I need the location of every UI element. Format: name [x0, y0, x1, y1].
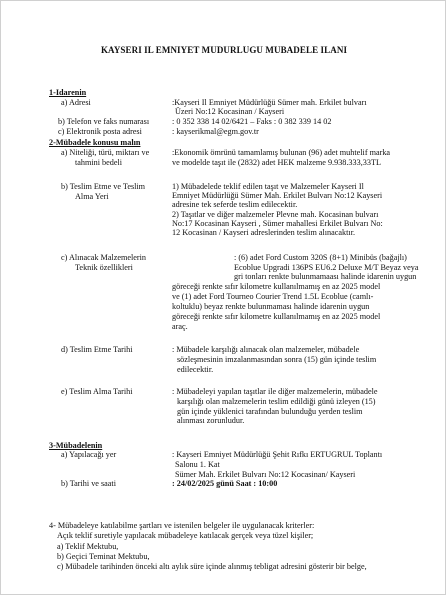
receipt-date-value-line-4: alınması zorunludur.	[177, 416, 245, 425]
delivery-place-value-line-6: 12 Kocasinan / Kayseri adreslerinden teslim alınacaktır.	[172, 228, 356, 237]
tech-spec-value-line-7: göreceği renkte sıfır kilometre kullanılmamış en az 2025 model	[172, 312, 381, 321]
section-1-heading: 1-Idarenin	[49, 88, 87, 97]
receipt-date-value-line-1: : Mübadeleyi yapılan taşıtlar ile diğer malzemelerin, mübadele	[172, 387, 378, 396]
tech-spec-value-line-8: araç.	[172, 322, 188, 331]
delivery-date-value-line-3: edilecektir.	[177, 365, 214, 374]
tech-spec-value-line-3: gri tonları renkte bulunmamaası halinde idarenin uygun	[234, 272, 417, 281]
delivery-date-label: d) Teslim Etme Tarihi	[61, 345, 133, 354]
delivery-place-value-line-4: 2) Taşıtlar ve diğer malzemeler Plevne mah. Kocasinan bulvarı	[172, 210, 379, 219]
date-time-label: b) Tarihi ve saati	[61, 479, 116, 488]
requirement-c: c) Mübadele tarihinden önceki altı aylık süre içinde alınmış tebligat adresini gösterir bir belge,	[57, 562, 367, 571]
venue-label: a) Yapılacağı yer	[61, 450, 117, 459]
tech-spec-value-line-5: ve (1) adet Ford Tourneo Courier Trend 1.5L Ecoblue (camlı-	[172, 292, 374, 301]
email-value: : kayserikmal@egm.gov.tr	[172, 127, 259, 136]
email-label: c) Elektronik posta adresi	[58, 127, 142, 136]
venue-value-line-1: : Kayseri Emniyet Müdürlüğü Şehit Rıfkı ERTUGRUL Toplantı	[172, 450, 383, 459]
receipt-date-value-line-2: karşılığı olan malzemelerin teslim edildiği günü izleyen (15)	[177, 397, 376, 406]
delivery-place-value-line-3: adresine tek seferde teslim edilecektir.	[172, 200, 298, 209]
delivery-date-value-line-1: : Mübadele karşılığı alınacak olan malzemeler, mübadele	[172, 345, 360, 354]
venue-value-line-3: Sümer Mah. Erkilet Bulvarı No:12 Kocasinan/ Kayseri	[175, 470, 356, 479]
phone-label: b) Telefon ve faks numarası	[58, 117, 150, 126]
delivery-date-value-line-2: sözleşmesinin imzalanmasından sonra (15) gün içinde teslim	[177, 355, 377, 364]
delivery-place-label-line-1: b) Teslim Etme ve Teslim	[61, 182, 146, 191]
section-2-heading: 2-Mübadele konusu malın	[49, 138, 141, 147]
nature-value-line-1: :Ekonomik ömrünü tamamlamış bulunan (96) adet muhtelif marka	[172, 148, 391, 157]
delivery-place-value-line-2: Emniyet Müdürlüğü Sümer Mah. Erkilet Bulvarı No:12 Kayseri	[172, 191, 383, 200]
date-time-value: : 24/02/2025 günü Saat : 10:00	[172, 479, 278, 488]
section-4-heading: 4- Mübadeleye katılabilme şartları ve istenilen belgeler ile uygulanacak kriterler:	[49, 521, 315, 530]
tech-spec-label-line-1: c) Alınacak Malzemelerin	[61, 253, 147, 262]
address-value-line-1: :Kayseri Il Emniyet Müdürlüğü Sümer mah. Erkilet bulvarı	[172, 98, 367, 107]
tech-spec-value-line-2: Ecoblue Upgradi 136PS EU6.2 Deluxe M/T Beyaz veya	[234, 263, 419, 272]
tech-spec-value-line-6: koltuklu) beyaz renkte bulunmaması halinde idarenin uygun	[172, 302, 370, 311]
tech-spec-label-line-2: Teknik özellikleri	[75, 263, 133, 272]
document-title: KAYSERI IL EMNIYET MUDURLUGU MUBADELE ILANI	[100, 45, 348, 55]
section-3-heading: 3-Mübadelenin	[49, 441, 103, 450]
delivery-place-value-line-1: 1) Mübadelede teklif edilen taşıt ve Malzemeler Kayseri Il	[172, 182, 364, 191]
nature-label-line-2: tahmini bedeli	[75, 158, 123, 167]
address-value-line-2: Üzeri No:12 Kocasinan / Kayseri	[175, 107, 285, 116]
requirement-a: a) Teklif Mektubu,	[57, 542, 119, 551]
requirement-b: b) Geçici Teminat Mektubu,	[57, 552, 150, 561]
tech-spec-value-line-1: : (6) adet Ford Custom 320S (8+1) Minibüs (bağajlı)	[234, 253, 407, 262]
receipt-date-label: e) Teslim Alma Tarihi	[61, 387, 133, 396]
tech-spec-value-line-4: göreceği renkte sıfır kilometre kullanılmamış en az 2025 model	[172, 282, 381, 291]
venue-value-line-2: Salonu 1. Kat	[175, 460, 220, 469]
address-label: a) Adresi	[61, 98, 91, 107]
nature-label-line-1: a) Niteliği, türü, miktarı ve	[61, 148, 150, 157]
phone-value: : 0 352 338 14 02/6421 – Faks : 0 382 339 14 02	[172, 117, 332, 126]
delivery-place-label-line-2: Alma Yeri	[75, 192, 109, 201]
delivery-place-value-line-5: No:17 Kocasinan Kayseri , Sümer mahallesi Erkilet Bulvarı No:	[172, 219, 383, 228]
receipt-date-value-line-3: gün içinde yüklenici tarafından bulunduğu yerden teslim	[177, 407, 363, 416]
nature-value-line-2: ve modelde taşıt ile (2832) adet HEK malzeme 9.938.333,33TL	[172, 158, 381, 167]
section-4-intro: Açık teklif suretiyle yapılacak mübadeleye katılacak gerçek veya tüzel kişiler;	[57, 531, 314, 540]
